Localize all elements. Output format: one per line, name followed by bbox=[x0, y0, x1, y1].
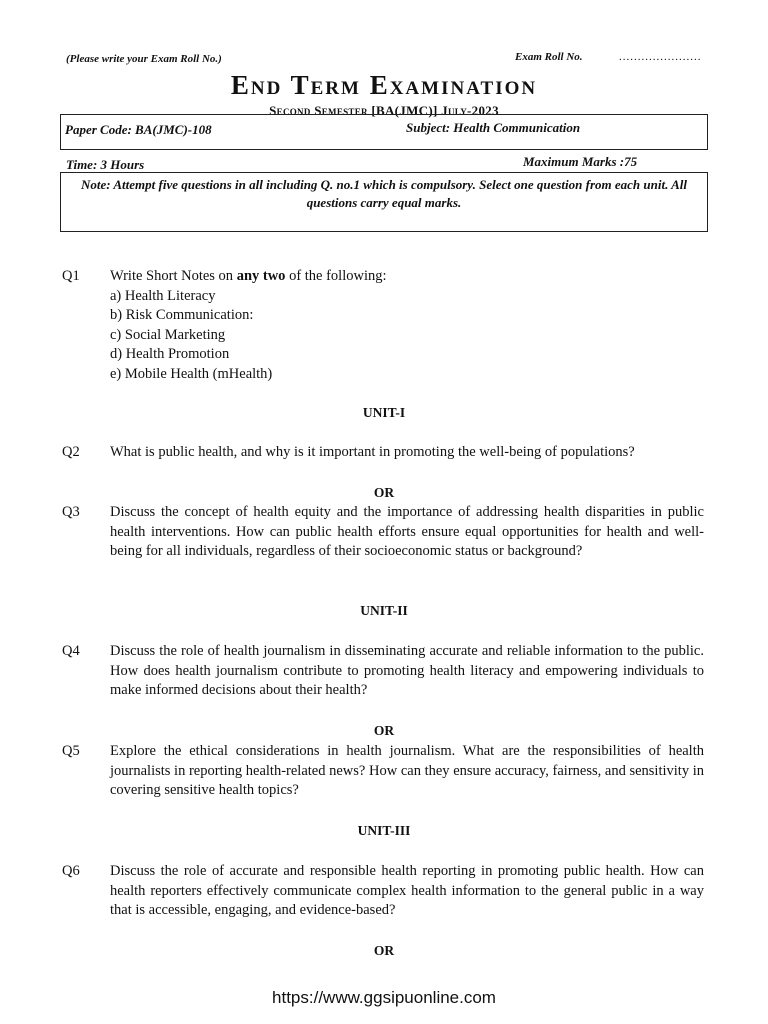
or-separator: OR bbox=[373, 485, 395, 500]
question-number: Q2 bbox=[62, 444, 80, 460]
or-separator: OR bbox=[373, 723, 395, 738]
question-text: Discuss the role of accurate and responsible health reporting in promoting public health. How can health reporters effectively communicate complex health information to the general public in a way that is accessible, engaging, and evidence-based? bbox=[110, 863, 704, 918]
footer-url: https://www.ggsipuonline.com bbox=[272, 988, 496, 1007]
time-allowed: Time: 3 Hours bbox=[66, 157, 145, 172]
paper-code: Paper Code: BA(JMC)-108 bbox=[65, 122, 212, 137]
question-text: Write Short Notes on bbox=[110, 268, 237, 284]
unit-heading: UNIT-II bbox=[360, 603, 408, 618]
question-6 bbox=[62, 862, 704, 921]
question-text: Discuss the concept of health equity and the importance of addressing health disparities in public health interventions. How can public health efforts ensure equal opportunities for health and well-being for all individuals, regardless of their socioeconomic status or background? bbox=[110, 504, 704, 559]
maximum-marks: Maximum Marks :75 bbox=[523, 154, 638, 169]
option-item: c) Social Marketing bbox=[110, 326, 226, 343]
exam-title: End Term Examination bbox=[230, 70, 538, 100]
question-emphasis: any two bbox=[236, 268, 286, 284]
question-text: Explore the ethical considerations in health journalism. What are the responsibilities of health journalists in reporting health-related news? How can they ensure accuracy, fairness, and sensitivity in covering sensitive health topics? bbox=[110, 743, 704, 798]
question-number: Q1 bbox=[62, 268, 80, 284]
or-separator: OR bbox=[373, 943, 395, 958]
exam-roll-blank: ...................... bbox=[619, 51, 702, 63]
unit-heading: UNIT-I bbox=[362, 405, 406, 420]
question-number: Q3 bbox=[62, 504, 80, 520]
question-3 bbox=[62, 503, 704, 562]
option-item: d) Health Promotion bbox=[110, 346, 230, 362]
question-5 bbox=[62, 742, 704, 801]
subject: Subject: Health Communication bbox=[406, 120, 581, 135]
instructions-note: Note: Attempt five questions in all including Q. no.1 which is compulsory. Select one question from each unit. All questions carry equal marks. bbox=[81, 177, 687, 210]
question-text: of the following: bbox=[285, 268, 387, 284]
question-number: Q6 bbox=[62, 863, 80, 879]
question-1 bbox=[62, 267, 704, 384]
question-4 bbox=[62, 642, 704, 701]
exam-roll-label: Exam Roll No. bbox=[515, 51, 583, 63]
option-item: e) Mobile Health (mHealth) bbox=[110, 365, 273, 382]
question-number: Q5 bbox=[62, 743, 80, 759]
roll-number-hint: (Please write your Exam Roll No.) bbox=[66, 53, 222, 65]
question-text: What is public health, and why is it important in promoting the well-being of populations? bbox=[110, 444, 635, 460]
question-number: Q4 bbox=[62, 643, 80, 659]
option-item: a) Health Literacy bbox=[110, 287, 216, 304]
question-text: Discuss the role of health journalism in disseminating accurate and reliable information to the public. How does health journalism contribute to promoting health literacy and empowering individuals to make informed decisions about their health? bbox=[110, 643, 704, 698]
option-item: b) Risk Communication: bbox=[110, 307, 254, 323]
question-2 bbox=[62, 443, 704, 463]
unit-heading: UNIT-III bbox=[357, 823, 411, 838]
exam-subtitle: Second Semester [BA(JMC)] July-2023 bbox=[269, 103, 499, 118]
